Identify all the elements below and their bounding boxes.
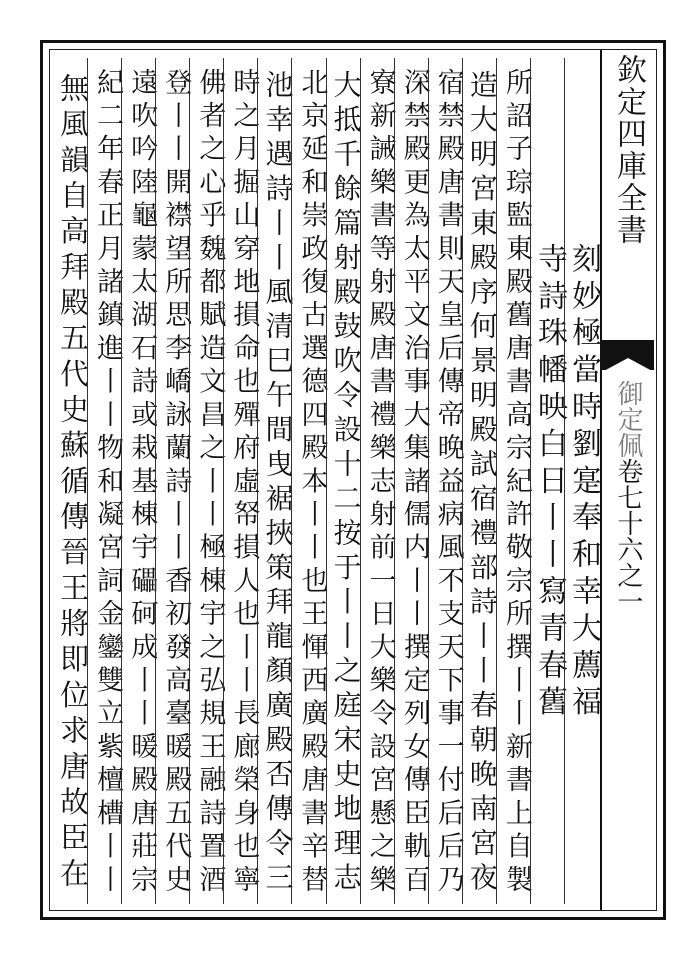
column-text: 佛者之心乎魏都賦造文昌之丨丨極棟宇之弘規王融詩置酒 [194,67,226,899]
text-block [49,49,657,911]
text-column-11 [223,58,260,904]
column-text: 刻妙極當時劉寔奉和幸大薦福 [566,243,601,723]
center-margin [600,50,656,910]
text-column-14 [121,58,158,904]
page-border [40,40,666,920]
volume-number: 卷七十六之一 [613,458,643,614]
text-column-13 [155,58,192,904]
text-column-9 [291,58,328,904]
column-text: 大抵千餘篇射殿鼓吹令設十二按于丨丨之庭宋史地理志 [329,69,363,897]
volume-prefix: 御定佩 [613,380,643,458]
text-column-4 [462,58,499,904]
column-text: 深禁殿更為太平文治事大集諸儒内丨丨撰定列女傳臣軌百 [398,67,430,899]
column-text: 北京延和崇政復古選德四殿本丨丨也王惲西廣殿唐書辛替 [296,67,328,899]
fishtail-mark-icon [602,340,654,370]
volume-label [602,380,654,614]
text-column-6 [394,58,428,904]
column-text: 紀二年春正月諸鎮進丨丨物和凝宮詞金鑾雙立紫檀槽丨丨 [92,67,124,899]
text-column-2 [530,58,567,904]
text-column-3 [496,58,530,904]
column-text: 造大明宮東殿序何景明殿試宿禮部詩丨丨春朝晚南宮夜 [465,69,499,897]
column-text: 所詔子琮監東殿舊唐書高宗紀許敬宗所撰丨丨新書上自製 [500,67,532,899]
text-column-15 [87,58,124,904]
column-text: 時之月掘山穿地損命也殫府虛帑損人也丨丨長廊榮身也寧 [228,67,260,899]
text-column-16 [54,58,91,904]
text-column-5 [428,58,462,904]
column-text: 宿禁殿唐書則天皇后傳帝晚益病風不支天下事一付后后乃 [432,67,464,899]
text-column-1 [564,58,601,904]
text-column-10 [257,58,295,904]
column-text: 寺詩珠幡映白日丨丨寫青春舊 [531,243,567,723]
book-title: 欽定四庫全書 [611,54,646,246]
column-text: 無風韻自高拜殿五代史蘇循傳晉王將即位求唐故臣在 [56,72,91,894]
column-text: 遠吹吟陸龜蒙太湖石詩或栽基棟宇礧砢成丨丨暖殿唐莊宗 [126,67,158,899]
column-text: 寮新誡樂書等射殿唐書禮樂志射前一日大樂令設宮懸之樂 [364,67,396,899]
column-text: 登丨丨開襟望所思李嶠詠蘭詩丨丨香初發高臺暖殿五代史 [160,67,192,899]
text-column-7 [360,58,394,904]
column-text: 池幸遇詩丨丨風清巳午間曳裾挾策拜龍顏廣殿否傳令三 [261,69,295,897]
text-column-12 [189,58,226,904]
text-column-8 [326,58,363,904]
text-columns [54,58,601,904]
